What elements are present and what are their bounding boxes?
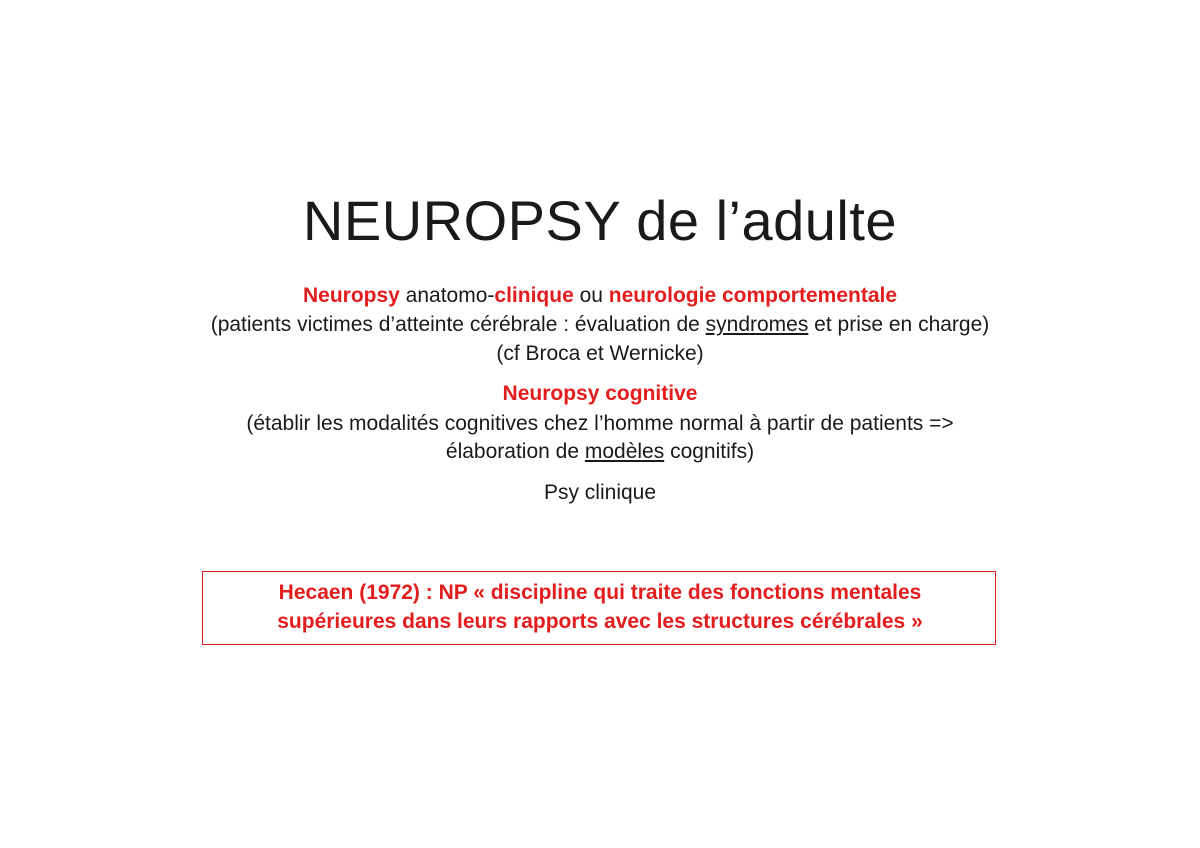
quote-line2: supérieures dans leurs rapports avec les structures cérébrales »	[277, 610, 923, 633]
slide-title: NEUROPSY de l’adulte	[302, 189, 898, 252]
section1-description-line1	[0, 311, 1200, 339]
section1-heading-clinique: clinique	[494, 284, 574, 307]
section1-desc1-before: (patients victimes d’atteinte cérébrale : évaluation de	[210, 313, 706, 336]
section2-desc2-after: cognitifs)	[664, 440, 755, 463]
section2-desc2-modeles: modèles	[584, 440, 665, 463]
section2-desc2-before: élaboration de	[445, 440, 585, 463]
section1-desc1-syndromes: syndromes	[705, 313, 809, 336]
section2-heading: Neuropsy cognitive	[502, 382, 698, 405]
section2-description-line1: (établir les modalités cognitives chez l’homme normal à partir de patients =>	[246, 412, 954, 435]
quote-box	[202, 571, 996, 645]
section3-label: Psy clinique	[543, 481, 657, 504]
section1-description-line2: (cf Broca et Wernicke)	[496, 342, 704, 365]
section1-heading-anatomo: anatomo-	[399, 284, 495, 307]
section1-heading-neurologie: neurologie comportementale	[608, 284, 898, 307]
section1-heading	[0, 282, 1200, 310]
section1-desc1-after: et prise en charge)	[808, 313, 990, 336]
section1-heading-neuropsy: Neuropsy	[302, 284, 400, 307]
quote-line1: Hecaen (1972) : NP « discipline qui traite des fonctions mentales	[278, 581, 922, 604]
section1-heading-ou: ou	[573, 284, 609, 307]
section2-description-line2	[0, 438, 1200, 466]
